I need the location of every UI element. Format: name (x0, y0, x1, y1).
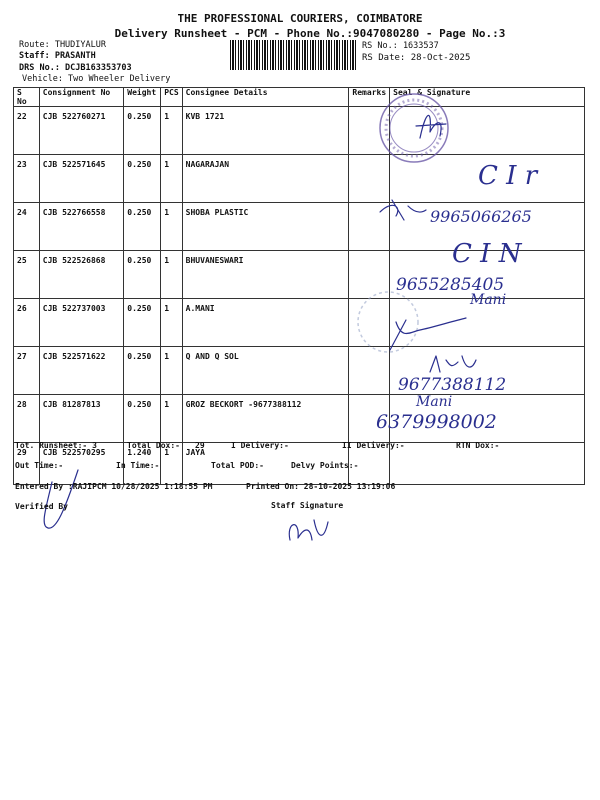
cell-sno: 27 (14, 347, 40, 395)
cell-sno: 25 (14, 251, 40, 299)
entered-by: Entered By :RAJIPCM 10/28/2025 1:18:55 PM (15, 482, 213, 491)
cell-consignee: KVB 1721 (182, 107, 349, 155)
cell-pcs: 1 (161, 347, 182, 395)
staff-label: Staff: PRASANTH (19, 51, 96, 61)
verified-by: Verified By (15, 502, 68, 511)
cell-sno: 28 (14, 395, 40, 443)
tot-runsheet: Tot. Runsheet:- 3 (15, 441, 97, 450)
cell-weight: 1.240 (124, 443, 161, 485)
cell-consignee: GROZ BECKORT -9677388112 (182, 395, 349, 443)
out-time: Out Time:- (15, 461, 64, 470)
cell-consignee: A.MANI (182, 299, 349, 347)
cell-consignment: CJB 522570295 (39, 443, 123, 485)
cell-weight: 0.250 (124, 251, 161, 299)
seal-stamp (380, 94, 448, 162)
rs-no-label: RS No.: 1633537 (362, 41, 439, 51)
cell-consignment: CJB 522571645 (39, 155, 123, 203)
in-time: In Time:- (116, 461, 160, 470)
signature-mark (430, 356, 476, 372)
col-weight: Weight (124, 88, 161, 107)
rs-date-label: RS Date: 28-Oct-2025 (362, 53, 471, 63)
vehicle-label: Vehicle: Two Wheeler Delivery (22, 74, 171, 84)
signature-mark (390, 318, 466, 350)
handwriting-4: 9655285405 (396, 275, 505, 295)
cell-weight: 0.250 (124, 395, 161, 443)
handwriting-7: Mani (416, 394, 453, 410)
handwriting-6: 9677388112 (398, 375, 507, 395)
handwriting-3: C I N (452, 239, 522, 269)
total-pod: Total POD:- (211, 461, 264, 470)
rtn-dox: RTN Dox:- (456, 441, 500, 450)
drs-label: DRS No.: DCJB163353703 (19, 63, 132, 73)
route-label: Route: THUDIYALUR (19, 40, 106, 50)
col-pcs: PCS (161, 88, 182, 107)
cell-pcs: 1 (161, 155, 182, 203)
cell-consignment: CJB 522760271 (39, 107, 123, 155)
col-seal-signature: Seal & Signature (390, 88, 585, 107)
cell-consignment: CJB 522571622 (39, 347, 123, 395)
total-dox-label: Total Dox:- (127, 441, 180, 450)
cell-weight: 0.250 (124, 107, 161, 155)
handwriting-1: C I r (478, 161, 538, 191)
cell-pcs: 1 (161, 107, 182, 155)
total-dox-value: 29 (195, 441, 205, 450)
runsheet-subtitle: Delivery Runsheet - PCM - Phone No.:9047080280 - Page No.:3 (114, 27, 506, 40)
col-consignment: Consignment No (39, 88, 123, 107)
cell-pcs: 1 (161, 203, 182, 251)
cell-consignment: CJB 522526868 (39, 251, 123, 299)
handwriting-2: 9965066265 (430, 207, 532, 226)
cell-weight: 0.250 (124, 203, 161, 251)
cell-consignment: CJB 522737003 (39, 299, 123, 347)
cell-sno: 23 (14, 155, 40, 203)
cell-consignee: SHOBA PLASTIC (182, 203, 349, 251)
printed-on: Printed On: 28-10-2025 13:19:06 (246, 482, 396, 491)
col-sno: S No (14, 88, 40, 107)
col-remarks: Remarks (349, 88, 390, 107)
handwriting-8: 6379998002 (376, 411, 497, 433)
cell-consignee: NAGARAJAN (182, 155, 349, 203)
delvy-points: Delvy Points:- (291, 461, 359, 470)
cell-consignment: CJB 522766558 (39, 203, 123, 251)
cell-pcs: 1 (161, 299, 182, 347)
i-delivery: I Delivery:- (231, 441, 289, 450)
cell-pcs: 1 (161, 251, 182, 299)
handwriting-5: Mani (470, 292, 507, 308)
cell-pcs: 1 (161, 395, 182, 443)
faded-stamp (358, 292, 418, 352)
cell-consignment: CJB 81287813 (39, 395, 123, 443)
cell-weight: 0.250 (124, 299, 161, 347)
cell-consignee: BHUVANESWARI (182, 251, 349, 299)
company-title: THE PROFESSIONAL COURIERS, COIMBATORE (177, 12, 423, 25)
col-consignee: Consignee Details (182, 88, 349, 107)
cell-sno: 24 (14, 203, 40, 251)
cell-consignee: JAYA (182, 443, 349, 485)
staff-signature-label: Staff Signature (271, 501, 344, 510)
cell-sno: 22 (14, 107, 40, 155)
verified-signature-mark (44, 470, 78, 528)
cell-pcs: 1 (161, 443, 182, 485)
ii-delivery: II Delivery:- (342, 441, 405, 450)
cell-weight: 0.250 (124, 155, 161, 203)
cell-sno: 29 (14, 443, 40, 485)
signature-mark (380, 200, 426, 220)
staff-signature-mark (289, 520, 328, 540)
cell-consignee: Q AND Q SOL (182, 347, 349, 395)
cell-sno: 26 (14, 299, 40, 347)
cell-weight: 0.250 (124, 347, 161, 395)
